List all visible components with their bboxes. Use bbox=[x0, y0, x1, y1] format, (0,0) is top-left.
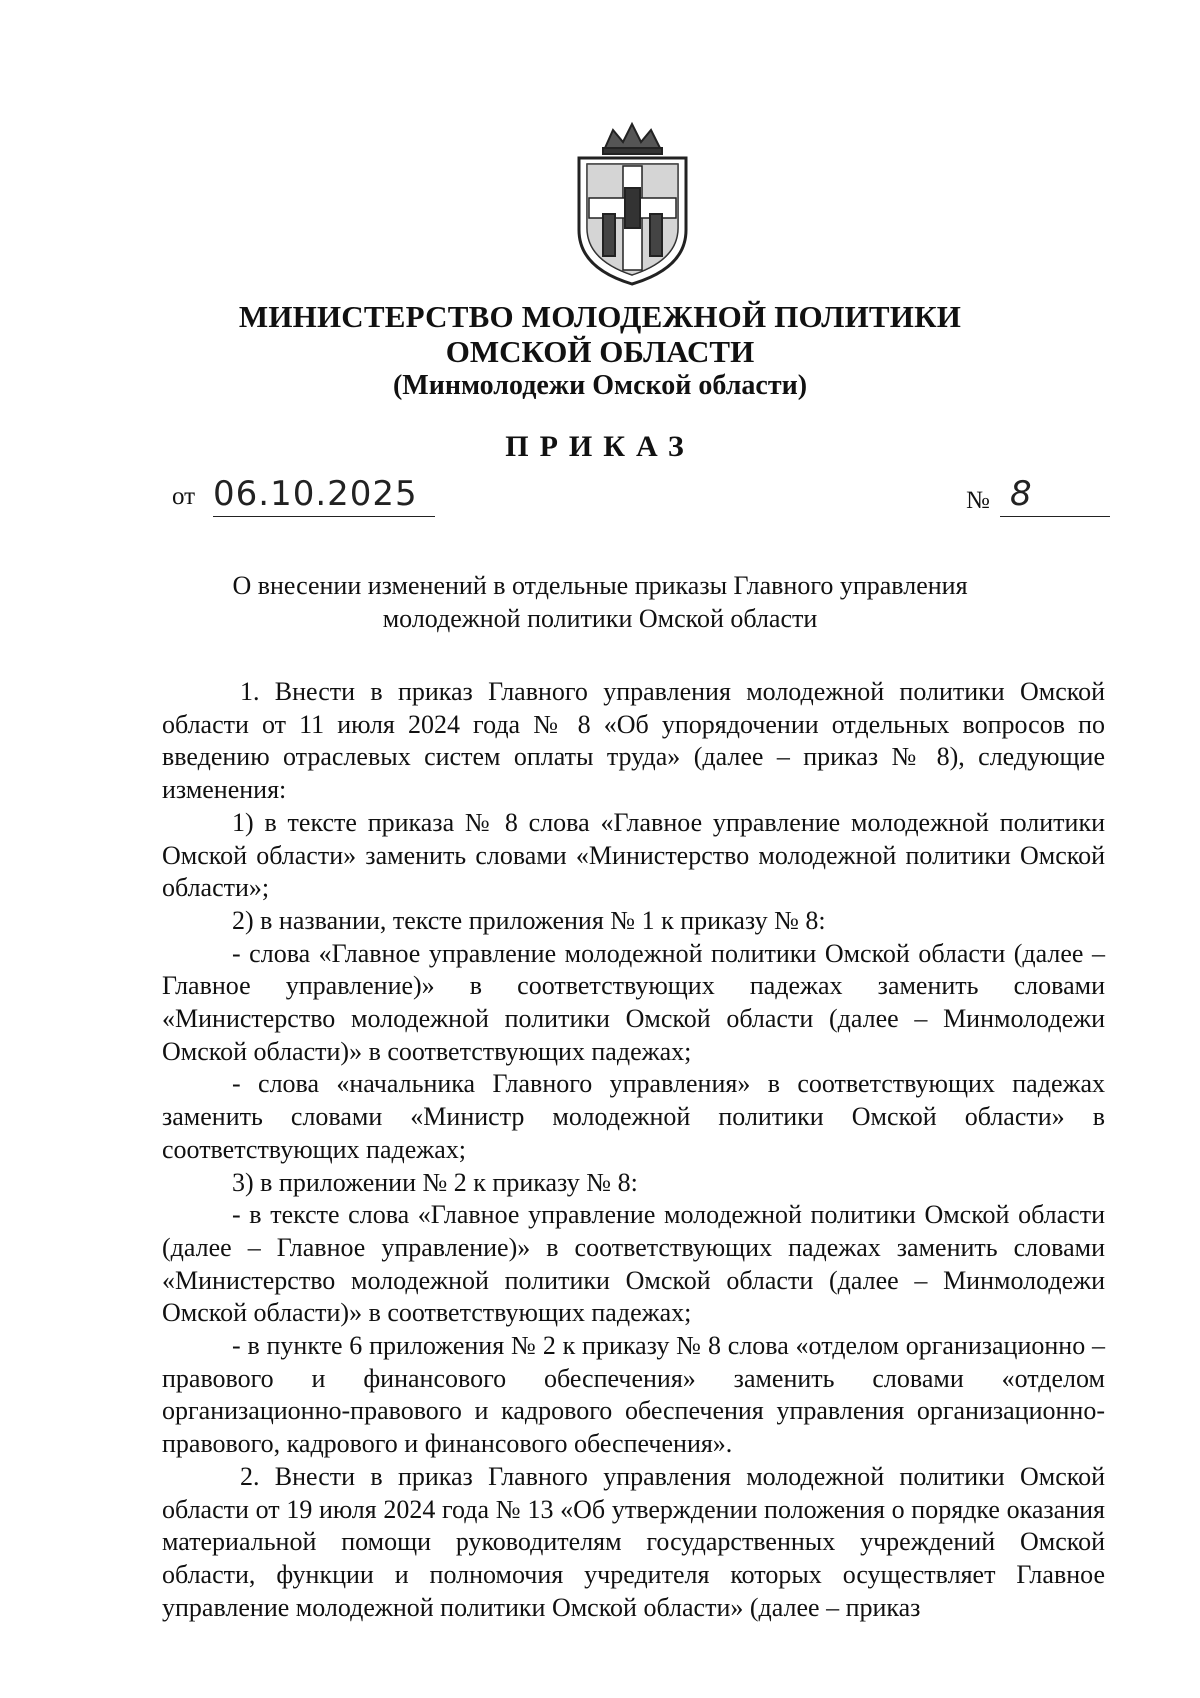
body-paragraph: 2) в названии, тексте приложения № 1 к приказу № 8: bbox=[232, 905, 826, 935]
date-label: от bbox=[172, 483, 196, 510]
subject-line-2: молодежной политики Омской области bbox=[382, 604, 818, 633]
body-paragraph: - слова «Главное управление молодежной политики Омской области (далее – Главное управление)» в соответствующих падежах заменить словами «Министерство молодежной политики Омской области (далее – Минмолодежи Омской области)» в соответствующих падежах; bbox=[162, 938, 1105, 1066]
ministry-name-line1: МИНИСТЕРСТВО МОЛОДЕЖНОЙ ПОЛИТИКИ bbox=[238, 299, 962, 334]
document-body bbox=[162, 676, 1105, 1624]
body-paragraph: 3) в приложении № 2 к приказу № 8: bbox=[232, 1167, 638, 1197]
body-paragraph: 1. Внести в приказ Главного управления молодежной политики Омской области от 11 июля 2024 года № 8 «Об упорядочении отдельных вопросов по введению отраслевых систем оплаты труда» (далее – приказ № 8), следующие изменения: bbox=[162, 677, 1105, 805]
body-paragraph: 1) в тексте приказа № 8 слова «Главное управление молодежной политики Омской области» заменить словами «Министерство молодежной политики Омской области»; bbox=[162, 807, 1105, 903]
document-subject bbox=[0, 569, 1200, 635]
number-label: № bbox=[966, 487, 990, 514]
body-paragraph: 2. Внести в приказ Главного управления молодежной политики Омской области от 19 июля 2024 года № 13 «Об утверждении положения о порядке оказания материальной помощи руководителям государственных учреждений Омской области, функции и полномочия учредителя которых осуществляет Главное управление молодежной политики Омской области» (далее – приказ bbox=[162, 1461, 1105, 1622]
body-paragraph: - слова «начальника Главного управления» в соответствующих падежах заменить словами «Министр молодежной политики Омской области» в соответствующих падежах; bbox=[162, 1069, 1105, 1164]
ministry-abbreviation: (Минмолодежи Омской области) bbox=[392, 370, 808, 401]
body-paragraph: - в тексте слова «Главное управление молодежной политики Омской области (далее – Главное управление)» в соответствующих падежах заменить словами «Министерство молодежной политики Омской области (далее – Минмолодежи Омской области)» в соответствующих падежах; bbox=[162, 1200, 1105, 1328]
ministry-name-line2: ОМСКОЙ ОБЛАСТИ bbox=[445, 334, 755, 369]
document-type-title: ПРИКАЗ bbox=[505, 430, 695, 463]
subject-line-1: О внесении изменений в отдельные приказы Главного управления bbox=[232, 571, 968, 600]
body-paragraph: - в пункте 6 приложения № 2 к приказу № 8 слова «отделом организационно – правового и финансового обеспечения» заменить словами «отделом организационно-правового и кадрового обеспечения управления организационно-правового, кадрового и финансового обеспечения». bbox=[162, 1331, 1105, 1459]
date-value: 06.10.2025 bbox=[213, 474, 435, 517]
coat-of-arms-emblem bbox=[565, 118, 700, 288]
number-value: 8 bbox=[1000, 474, 1110, 517]
